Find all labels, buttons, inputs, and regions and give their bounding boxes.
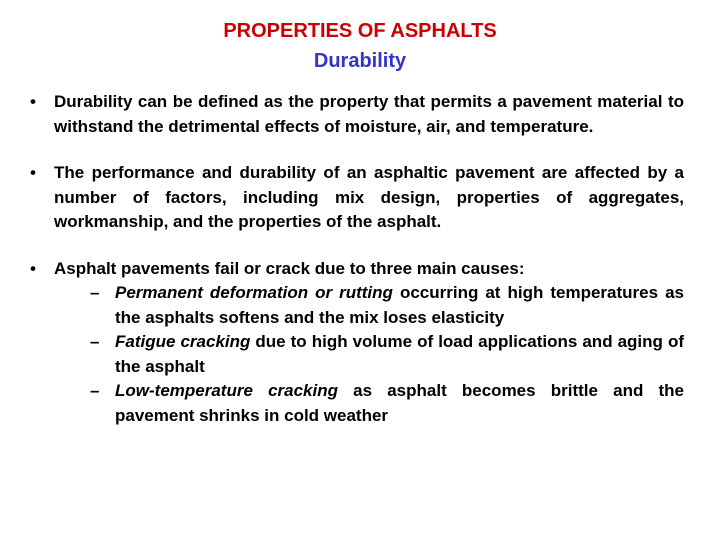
- bullet-item: [28, 90, 684, 139]
- bullet-icon: •: [30, 163, 36, 182]
- bullet-text: Durability can be defined as the property that permits a pavement material to withstand the detrimental effects of moisture, air, and temperature.: [54, 92, 684, 136]
- dash-icon: –: [90, 332, 100, 351]
- causes-list: [54, 281, 684, 428]
- cause-description: due to high volume of load applications and aging of the asphalt: [115, 332, 684, 376]
- slide-header: [0, 18, 720, 74]
- cause-description: as asphalt becomes brittle and the pavement shrinks in cold weather: [115, 381, 684, 425]
- bullet-item: [28, 257, 684, 429]
- cause-item: [54, 379, 684, 428]
- cause-item: [54, 281, 684, 330]
- cause-term: Permanent deformation or rutting: [115, 283, 393, 302]
- cause-term: Low-temperature cracking: [115, 381, 338, 400]
- dash-icon: –: [90, 381, 100, 400]
- cause-term: Fatigue cracking: [115, 332, 251, 351]
- cause-item: [54, 330, 684, 379]
- cause-description: occurring at high temperatures as the asphalts softens and the mix loses elasticity: [115, 283, 684, 327]
- bullet-item: [28, 161, 684, 235]
- dash-icon: –: [90, 283, 100, 302]
- slide-body: [28, 90, 684, 450]
- bullet-text: Asphalt pavements fail or crack due to three main causes:: [54, 258, 525, 278]
- slide-subtitle: Durability: [313, 50, 407, 72]
- bullet-icon: •: [30, 258, 36, 278]
- bullet-text: The performance and durability of an asphaltic pavement are affected by a number of factors, including mix design, properties of aggregates, workmanship, and the properties of the asphalt.: [54, 163, 684, 231]
- slide-title: PROPERTIES OF ASPHALTS: [223, 20, 497, 42]
- bullet-icon: •: [30, 92, 36, 111]
